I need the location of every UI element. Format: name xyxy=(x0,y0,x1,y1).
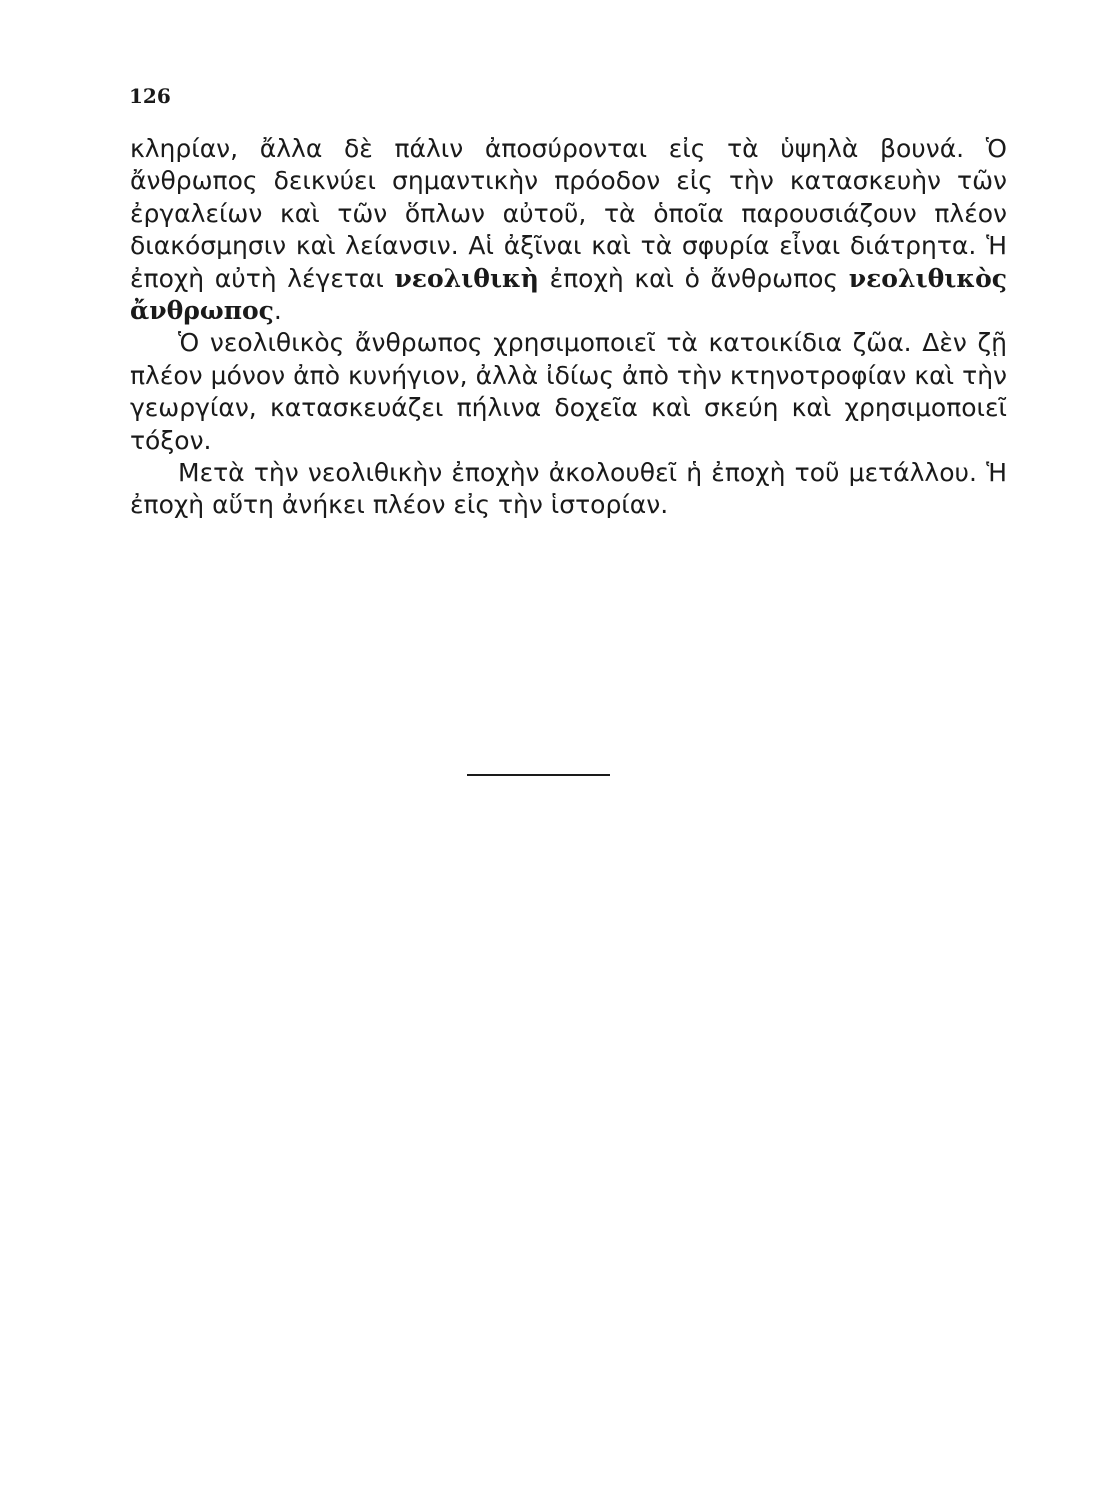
paragraph-2: Ὁ νεολιθικὸς ἄνθρωπος χρησιμοποιεῖ τὰ κατοικίδια ζῶα. Δὲν ζῇ πλέον μόνον ἀπὸ κυνήγιον, ἀλλὰ ἰδίως ἀπὸ τὴν κτηνοτροφίαν καὶ τὴν γεωργίαν, κατασκευάζει πήλινα δοχεῖα καὶ σκεύη καὶ χρησιμοποιεῖ τόξον. xyxy=(130,328,1007,455)
paragraph-1-text-a: κληρίαν, ἄλλα δὲ πάλιν ἀποσύρονται εἰς τὰ ὑψηλὰ βουνά. Ὁ ἄνθρωπος δεικνύει σημαντικὴν πρόοδον εἰς τὴν κατασκευὴν τῶν ἐργαλείων καὶ τῶν ὅπλων αὐτοῦ, τὰ ὁποῖα παρουσιάζουν πλέον διακόσμησιν καὶ λείανσιν. Αἱ ἀξῖναι καὶ τὰ σφυρία εἶναι διάτρητα. Ἡ ἐποχὴ αὐτὴ λέγεται xyxy=(130,134,1007,293)
page-number: 126 xyxy=(129,84,171,108)
paragraph-1-text-b: ἐποχὴ καὶ ὁ ἄνθρωπος xyxy=(538,263,849,293)
body-text xyxy=(130,133,1007,522)
term-neolithic-era: νεολιθικὴ xyxy=(394,263,539,293)
section-divider xyxy=(467,774,610,776)
paragraph-3: Μετὰ τὴν νεολιθικὴν ἐποχὴν ἀκολουθεῖ ἡ ἐποχὴ τοῦ μετάλλου. Ἡ ἐποχὴ αὕτη ἀνήκει πλέον εἰς τὴν ἱστορίαν. xyxy=(130,458,1007,520)
term-neolithic-man: νεολιθικὸς ἄνθρωπος xyxy=(130,263,1007,326)
paragraph-1 xyxy=(130,133,1007,327)
paragraph-1-text-c: . xyxy=(273,296,282,326)
